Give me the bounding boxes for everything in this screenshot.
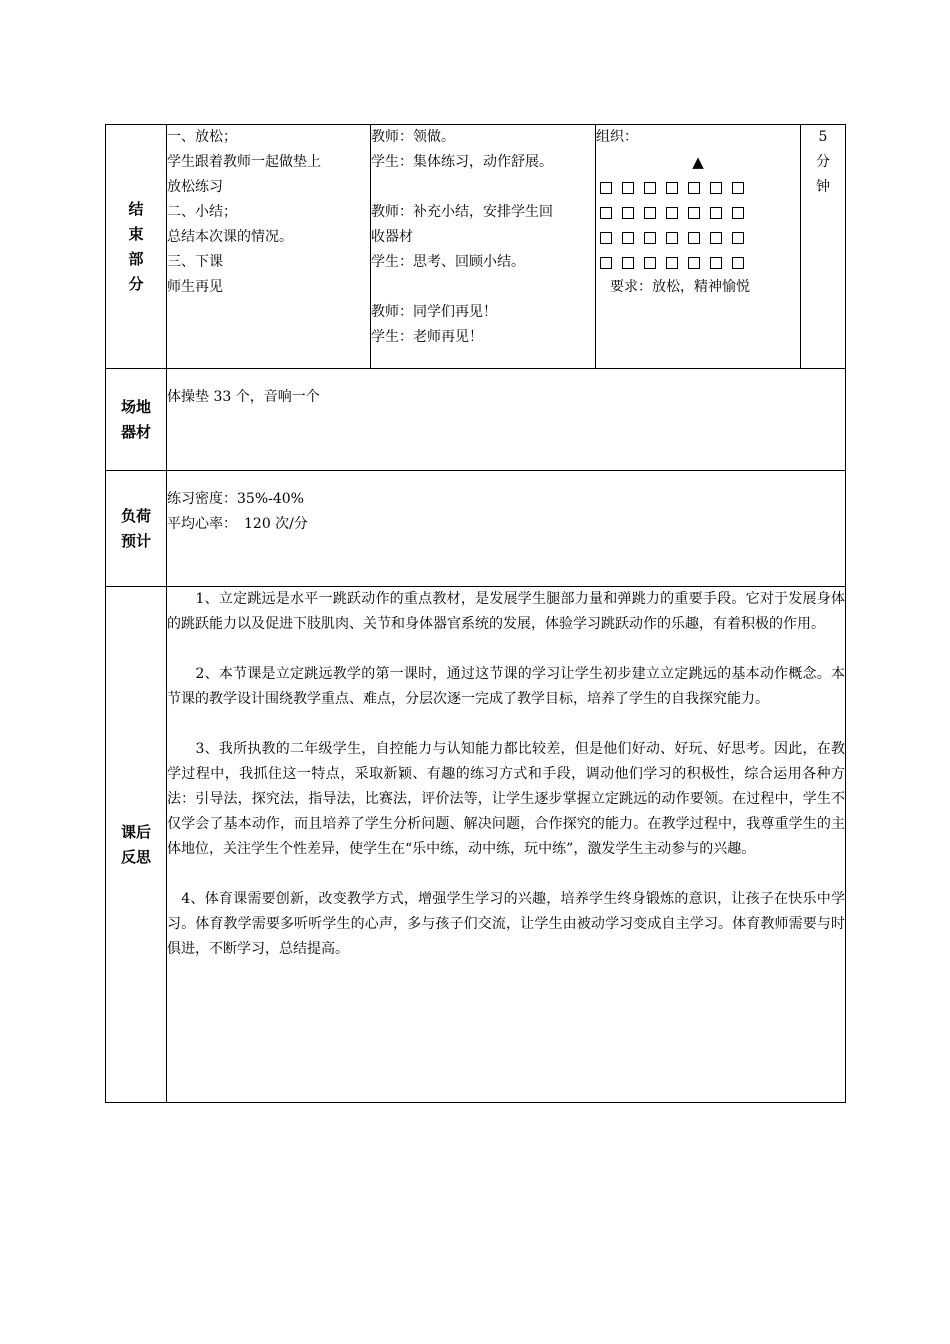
student-square-icon: [688, 182, 700, 194]
reflection-paragraph-3: 3、我所执教的二年级学生，自控能力与认知能力都比较差，但是他们好动、好玩、好思考。因此，在教学过程中，我抓住这一特点，采取新颖、有趣的练习方式和手段，调动他们学习的积极性，综合运用各种方法：引导法，探究法，指导法，比赛法，评价法等，让学生逐步掌握立定跳远的动作要领。在过程中，学生不仅学会了基本动作，而且培养了学生分析问题、解决问题，合作探究的能力。在教学过程中，我尊重学生的主体地位，关注学生个性差异，使学生在“乐中练，动中练，玩中练”，激发学生主动参与的兴趣。: [167, 741, 845, 857]
load-header: 负荷 预计: [106, 471, 167, 587]
student-square-icon: [600, 207, 612, 219]
venue-content: 体操垫 33 个，音响一个: [167, 369, 846, 471]
student-square-icon: [710, 232, 722, 244]
student-square-icon: [644, 182, 656, 194]
reflection-content: [167, 587, 846, 1103]
student-square-icon: [622, 207, 634, 219]
average-heart-rate: 平均心率： 120 次/分: [167, 516, 308, 532]
closing-header: 结 束 部 分: [106, 125, 167, 369]
closing-time: 5 分 钟: [801, 125, 846, 369]
teacher-triangle-icon: ▲: [692, 153, 704, 171]
student-square-icon: [688, 207, 700, 219]
reflection-header: 课后 反思: [106, 587, 167, 1103]
student-square-icon: [732, 257, 744, 269]
student-square-icon: [622, 182, 634, 194]
student-square-icon: [732, 182, 744, 194]
student-square-icon: [622, 232, 634, 244]
reflection-row: [106, 587, 846, 1103]
student-square-icon: [710, 182, 722, 194]
student-square-icon: [688, 232, 700, 244]
venue-row: [106, 369, 846, 471]
load-row: [106, 471, 846, 587]
student-square-icon: [710, 207, 722, 219]
closing-organization: 组织： ▲ 要求：放松，精神愉悦: [596, 125, 801, 369]
student-square-icon: [600, 232, 612, 244]
student-square-icon: [600, 257, 612, 269]
practice-density: 练习密度：35%-40%: [167, 491, 304, 507]
student-square-icon: [666, 207, 678, 219]
student-square-icon: [710, 257, 722, 269]
student-square-icon: [732, 207, 744, 219]
closing-row: [106, 125, 846, 369]
venue-header: 场地 器材: [106, 369, 167, 471]
reflection-paragraph-2: 2、本节课是立定跳远教学的第一课时，通过这节课的学习让学生初步建立立定跳远的基本动作概念。本节课的教学设计围绕教学重点、难点，分层次逐一完成了教学目标，培养了学生的自我探究能力。: [167, 666, 845, 707]
student-square-icon: [644, 207, 656, 219]
organization-requirement: 要求：放松，精神愉悦: [610, 279, 750, 295]
student-square-icon: [666, 182, 678, 194]
student-square-icon: [688, 257, 700, 269]
closing-methods: 教师：领做。 学生：集体练习，动作舒展。 教师：补充小结，安排学生回 收器材 学生：思考、回顾小结。 教师：同学们再见！ 学生：老师再见！: [371, 125, 596, 369]
reflection-paragraph-4: 4、体育课需要创新，改变教学方式，增强学生学习的兴趣，培养学生终身锻炼的意识，让孩子在快乐中学习。体育教学需要多听听学生的心声，多与孩子们交流，让学生由被动学习变成自主学习。体育教师需要与时俱进，不断学习，总结提高。: [167, 891, 845, 957]
load-content: [167, 471, 846, 587]
lesson-plan-table: [105, 124, 846, 1103]
closing-content: 一、放松； 学生跟着教师一起做垫上 放松练习 二、小结； 总结本次课的情况。 三、下课 师生再见: [167, 125, 371, 369]
student-square-icon: [644, 257, 656, 269]
student-formation: [596, 175, 800, 275]
reflection-paragraph-1: 1、立定跳远是水平一跳跃动作的重点教材，是发展学生腿部力量和弹跳力的重要手段。它对于发展身体的跳跃能力以及促进下肢肌肉、关节和身体器官系统的发展，体验学习跳跃动作的乐趣，有着积极的作用。: [167, 591, 845, 632]
student-square-icon: [666, 232, 678, 244]
student-square-icon: [622, 257, 634, 269]
student-square-icon: [644, 232, 656, 244]
student-square-icon: [732, 232, 744, 244]
student-square-icon: [600, 182, 612, 194]
student-square-icon: [666, 257, 678, 269]
